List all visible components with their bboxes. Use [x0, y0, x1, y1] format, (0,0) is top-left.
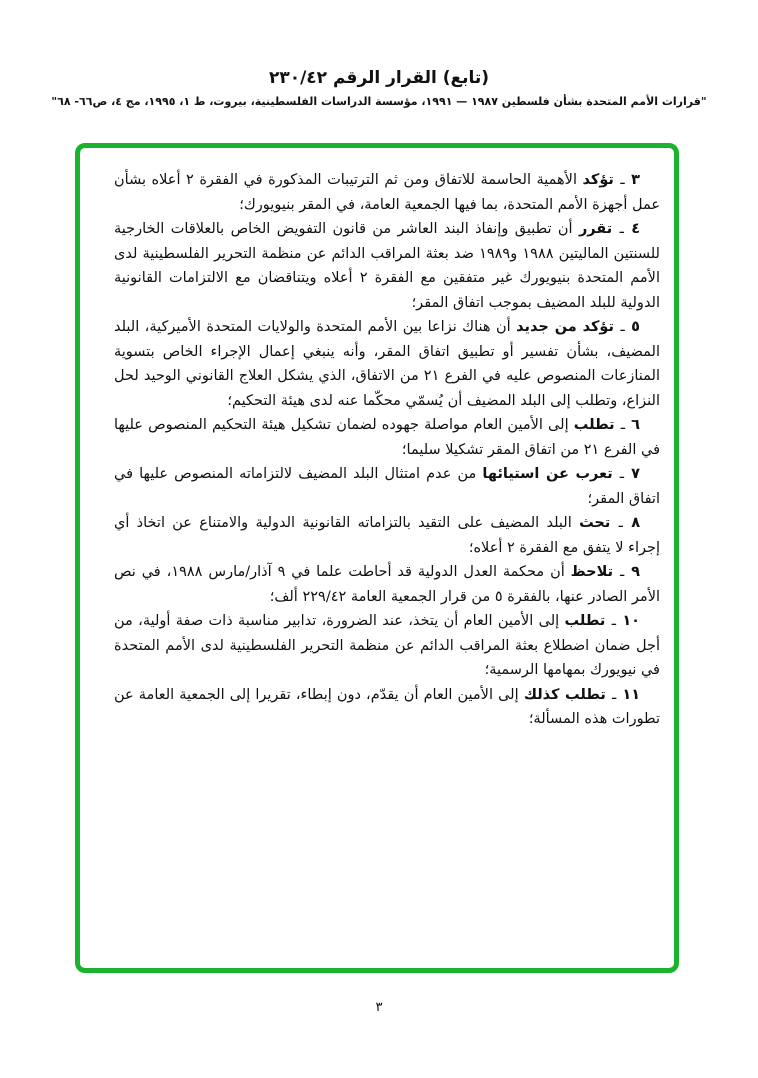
document-header	[0, 68, 758, 108]
resolution-paragraph	[114, 168, 660, 217]
resolution-paragraph	[114, 683, 660, 732]
paragraph-text: البلد المضيف على التقيد بالتزاماته القانونية الدولية والامتناع عن اتخاذ أي إجراء لا يتفق مع الفقرة ٢ أعلاه؛	[114, 515, 660, 556]
paragraph-text: أن هناك نزاعا بين الأمم المتحدة والولايات المتحدة الأميركية، البلد المضيف، بشأن تفسير أو تطبيق اتفاق المقر، وأنه ينبغي إعمال الإجراء الخاص بتسوية المنازعات المنصوص عليه في الفرع ٢١ من الاتفاق، الذي يشكل العلاج القانوني الوحيد لحل النزاع، وتطلب إلى البلد المضيف أن يُسمّي محكّما عنه لدى هيئة التحكيم؛	[114, 319, 660, 409]
paragraph-separator: ـ	[619, 466, 625, 482]
paragraph-text: من عدم امتثال البلد المضيف لالتزاماته المنصوص عليها في اتفاق المقر؛	[114, 466, 660, 507]
paragraph-text: إلى الأمين العام أن يتخذ، عند الضرورة، تدابير مناسبة ذات صفة أولية، من أجل ضمان اضطلاع بعثة المراقب الدائم عن منظمة التحرير الفلسطينية لدى الأمم المتحدة في نيويورك بمهامها الرسمية؛	[114, 613, 660, 678]
paragraph-separator: ـ	[620, 172, 625, 188]
resolution-title: (تابع) القرار الرقم ٢٣٠/٤٢	[268, 68, 490, 88]
paragraph-lead: تحث	[579, 515, 611, 531]
paragraph-separator: ـ	[611, 686, 617, 703]
paragraph-lead: تؤكد من جديد	[516, 319, 614, 335]
paragraph-separator: ـ	[618, 515, 623, 531]
paragraph-separator: ـ	[620, 417, 625, 433]
paragraph-separator: ـ	[611, 613, 616, 629]
resolution-paragraph	[114, 462, 660, 511]
paragraph-number: ٥	[631, 319, 640, 335]
content-frame	[75, 143, 679, 973]
paragraph-lead: تطلب كذلك	[523, 686, 606, 703]
resolution-paragraph	[114, 511, 660, 560]
paragraph-number: ٦	[631, 417, 641, 433]
paragraph-lead: تطلب	[564, 613, 606, 629]
page-number: ٣	[375, 1000, 383, 1015]
paragraph-number: ١٠	[622, 613, 641, 629]
paragraph-lead: تطلب	[573, 417, 615, 433]
paragraph-text: أن تطبيق وإنفاذ البند العاشر من قانون التفويض الخاص بالعلاقات الخارجية للسنتين الماليتين ١٩٨٨ و١٩٨٩ ضد بعثة المراقب الدائم عن منظمة التحرير الفلسطينية لدى الأمم المتحدة بنيويورك غير متفقين مع الفقرة ٢ أعلاه ويتناقضان مع الالتزامات القانونية الدولية للبلد المضيف بموجب اتفاق المقر؛	[114, 221, 660, 311]
paragraph-number: ١١	[622, 686, 641, 703]
resolution-paragraphs	[80, 148, 674, 732]
paragraph-lead: تلاحظ	[570, 564, 614, 580]
paragraph-separator: ـ	[620, 564, 625, 580]
paragraph-text: إلى الأمين العام مواصلة جهوده لضمان تشكيل هيئة التحكيم المنصوص عليها في الفرع ٢١ من اتفاق المقر تشكيلا سليما؛	[114, 417, 660, 458]
paragraph-lead: تعرب عن استيائها	[482, 466, 613, 482]
paragraph-separator: ـ	[620, 319, 625, 335]
resolution-paragraph	[114, 413, 660, 462]
paragraph-text: أن محكمة العدل الدولية قد أحاطت علما في ٩ آذار/مارس ١٩٨٨، في نص الأمر الصادر عنها، بالفقرة ٥ من قرار الجمعية العامة ٢٢٩/٤٢ ألف؛	[114, 564, 660, 605]
resolution-paragraph	[114, 217, 660, 315]
paragraph-number: ٧	[631, 466, 641, 482]
resolution-paragraph	[114, 315, 660, 413]
paragraph-text: الأهمية الحاسمة للاتفاق ومن ثم الترتيبات المذكورة في الفقرة ٢ أعلاه بشأن عمل أجهزة الأمم المتحدة، بما فيها الجمعية العامة، في المقر بنيويورك؛	[114, 172, 660, 213]
page-footer	[0, 1000, 758, 1015]
resolution-paragraph	[114, 609, 660, 683]
paragraph-lead: تقرر	[578, 221, 613, 237]
paragraph-text: إلى الأمين العام أن يقدّم، دون إبطاء، تقريرا إلى الجمعية العامة عن تطورات هذه المسألة؛	[114, 686, 660, 727]
resolution-paragraph	[114, 560, 660, 609]
paragraph-lead: تؤكد	[582, 172, 614, 188]
paragraph-number: ٩	[631, 564, 641, 580]
paragraph-separator: ـ	[619, 221, 624, 237]
paragraph-number: ٤	[631, 221, 641, 237]
source-citation: "قرارات الأمم المتحدة بشأن فلسطين ١٩٨٧ — ١٩٩١، مؤسسة الدراسات الفلسطينية، بيروت، ط ١، ١٩٩٥، مج ٤، ص٦٦- ٦٨"	[51, 95, 707, 108]
paragraph-number: ٣	[631, 172, 641, 188]
paragraph-number: ٨	[631, 515, 641, 531]
